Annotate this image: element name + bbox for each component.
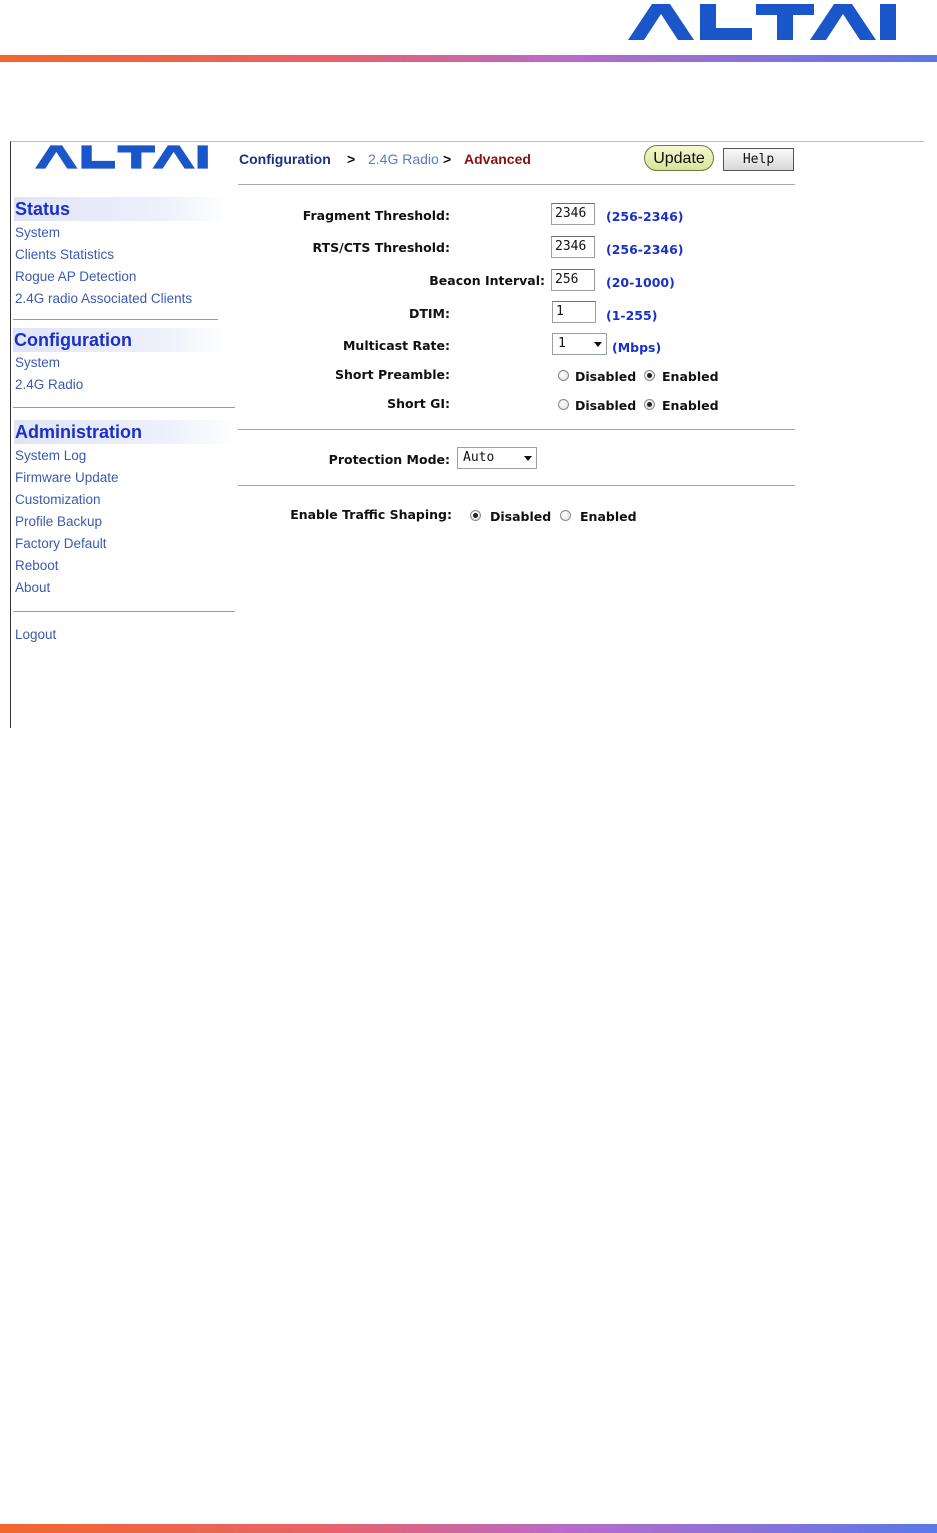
beacon-interval-input[interactable]: 256: [551, 269, 595, 291]
sidebar-item-factory-default[interactable]: Factory Default: [15, 536, 107, 551]
sidebar-item-firmware-update[interactable]: Firmware Update: [15, 470, 119, 485]
breadcrumb-separator: >: [443, 151, 452, 167]
short-preamble-enabled-label: Enabled: [662, 369, 719, 384]
protection-mode-value: Auto: [463, 450, 495, 465]
short-gi-enabled-radio[interactable]: [644, 399, 655, 410]
breadcrumb-separator: >: [347, 151, 356, 167]
short-preamble-label: Short Preamble:: [335, 367, 450, 382]
sidebar-item-config-system[interactable]: System: [15, 355, 61, 370]
multicast-rate-label: Multicast Rate:: [342, 338, 450, 353]
sidebar-heading-administration: Administration: [14, 420, 238, 444]
dtim-range: (1-255): [606, 308, 658, 323]
beacon-interval-range: (20-1000): [606, 275, 675, 290]
sidebar-item-profile-backup[interactable]: Profile Backup: [15, 514, 103, 529]
web-ui-screenshot: [10, 141, 924, 728]
breadcrumb-advanced: Advanced: [464, 151, 531, 167]
short-preamble-enabled-radio[interactable]: [644, 370, 655, 381]
traffic-shaping-enabled-radio[interactable]: [560, 510, 571, 521]
sidebar-item-24g-radio[interactable]: 2.4G Radio: [15, 377, 84, 392]
content-divider: [238, 184, 795, 185]
multicast-rate-unit: (Mbps): [612, 340, 662, 355]
traffic-shaping-enabled-label: Enabled: [580, 509, 637, 524]
sidebar-divider: [13, 407, 235, 408]
content-divider: [238, 429, 795, 430]
content-divider: [238, 485, 795, 486]
beacon-interval-label: Beacon Interval:: [429, 273, 545, 288]
dtim-label: DTIM:: [409, 306, 450, 321]
fragment-threshold-range: (256-2346): [606, 209, 684, 224]
help-button[interactable]: Help: [723, 148, 794, 171]
protection-mode-select[interactable]: [457, 447, 537, 469]
multicast-rate-select[interactable]: [552, 333, 607, 355]
short-gi-disabled-radio[interactable]: [558, 399, 569, 410]
sidebar-item-associated-clients[interactable]: 2.4G radio Associated Clients: [15, 291, 193, 306]
rts-threshold-label: RTS/CTS Threshold:: [312, 240, 450, 255]
multicast-rate-value: 1: [558, 336, 566, 351]
fragment-threshold-input[interactable]: 2346: [551, 203, 595, 225]
breadcrumb-24g-radio[interactable]: 2.4G Radio: [368, 151, 439, 167]
fragment-threshold-label: Fragment Threshold:: [302, 208, 450, 223]
short-preamble-disabled-radio[interactable]: [558, 370, 569, 381]
short-gi-disabled-label: Disabled: [575, 398, 637, 413]
update-button[interactable]: Update: [644, 145, 714, 171]
short-preamble-disabled-label: Disabled: [575, 369, 637, 384]
short-gi-label: Short GI:: [387, 396, 450, 411]
header-gradient-bar: [0, 55, 937, 62]
sidebar-item-rogue-ap-detection[interactable]: Rogue AP Detection: [15, 269, 137, 284]
rts-threshold-input[interactable]: 2346: [551, 236, 595, 258]
sidebar-item-reboot[interactable]: Reboot: [15, 558, 59, 573]
rts-threshold-range: (256-2346): [606, 242, 684, 257]
sidebar-altai-logo: [35, 144, 213, 175]
breadcrumb-configuration[interactable]: Configuration: [239, 151, 331, 167]
sidebar-item-customization[interactable]: Customization: [15, 492, 101, 507]
sidebar-item-status-system[interactable]: System: [15, 225, 61, 240]
sidebar-item-clients-statistics[interactable]: Clients Statistics: [15, 247, 115, 262]
traffic-shaping-disabled-radio[interactable]: [470, 510, 481, 521]
sidebar-item-system-log[interactable]: System Log: [15, 448, 87, 463]
sidebar-divider: [13, 611, 235, 612]
dtim-input[interactable]: 1: [552, 301, 596, 323]
traffic-shaping-disabled-label: Disabled: [490, 509, 552, 524]
protection-mode-label: Protection Mode:: [328, 452, 450, 467]
chevron-down-icon: [524, 456, 532, 461]
sidebar-item-logout[interactable]: Logout: [15, 627, 57, 642]
short-gi-enabled-label: Enabled: [662, 398, 719, 413]
sidebar-item-about[interactable]: About: [15, 580, 51, 595]
sidebar-heading-configuration: Configuration: [13, 328, 229, 352]
sidebar-divider: [13, 319, 218, 320]
traffic-shaping-label: Enable Traffic Shaping:: [290, 507, 452, 522]
altai-logo: [628, 2, 904, 47]
footer-gradient-bar: [0, 1524, 937, 1533]
sidebar-heading-status: Status: [14, 197, 230, 221]
chevron-down-icon: [594, 342, 602, 347]
